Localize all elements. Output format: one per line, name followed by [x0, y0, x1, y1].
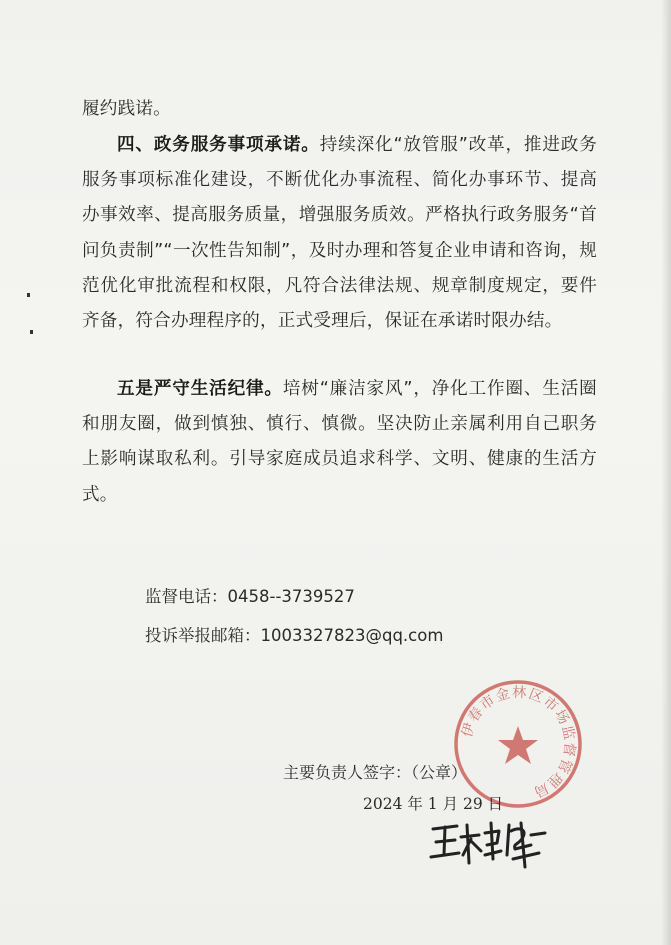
paragraph-text: 持续深化“放管服”改革，推进政务服务事项标准化建设，不断优化办事流程、简化办事环节、提高办事效率、提高服务质量，增强服务质效。严格执行政务服务“首问负责制”“一次性告知制”，及时办理和答复企业申请和咨询，规范优化审批流程和权限，凡符合法律法规、规章制度规定，要件齐备，符合办理程序的，正式受理后，保证在承诺时限办结。 [82, 135, 598, 332]
complaint-email-line [145, 622, 443, 646]
document-date: 2024 年 1 月 29 日 [363, 795, 504, 813]
paragraph-fulfill-commitment [82, 92, 597, 127]
section-heading: 五是严守生活纪律。 [117, 379, 283, 399]
page-edge-shadow [661, 0, 671, 945]
handwritten-signature [427, 815, 553, 875]
complaint-email-value: 1003327823@qq.com [260, 626, 444, 645]
supervision-phone-value: 0458--3739527 [227, 587, 355, 606]
paragraph-government-service [82, 128, 597, 339]
signature-label: 主要负责人签字：（公章） [283, 763, 468, 782]
seal-text: 伊春市金林区市场监督管理局 [459, 684, 578, 801]
scan-speck [30, 330, 33, 334]
official-seal [452, 678, 584, 810]
paragraph-text: 履约践诺。 [82, 99, 171, 119]
paragraph-text: 培树“廉洁家风”，净化工作圈、生活圈和朋友圈，做到慎独、慎行、慎微。坚决防止亲属利用自己职务上影响谋取私利。引导家庭成员追求科学、文明、健康的生活方式。 [82, 379, 597, 505]
scan-speck [27, 293, 30, 297]
section-heading: 四、政务服务事项承诺。 [117, 135, 320, 155]
supervision-phone-label: 监督电话： [145, 587, 228, 606]
paragraph-life-discipline [82, 372, 597, 513]
supervision-phone-line [145, 583, 355, 607]
complaint-email-label: 投诉举报邮箱： [145, 626, 261, 645]
seal-star-icon [498, 726, 538, 764]
